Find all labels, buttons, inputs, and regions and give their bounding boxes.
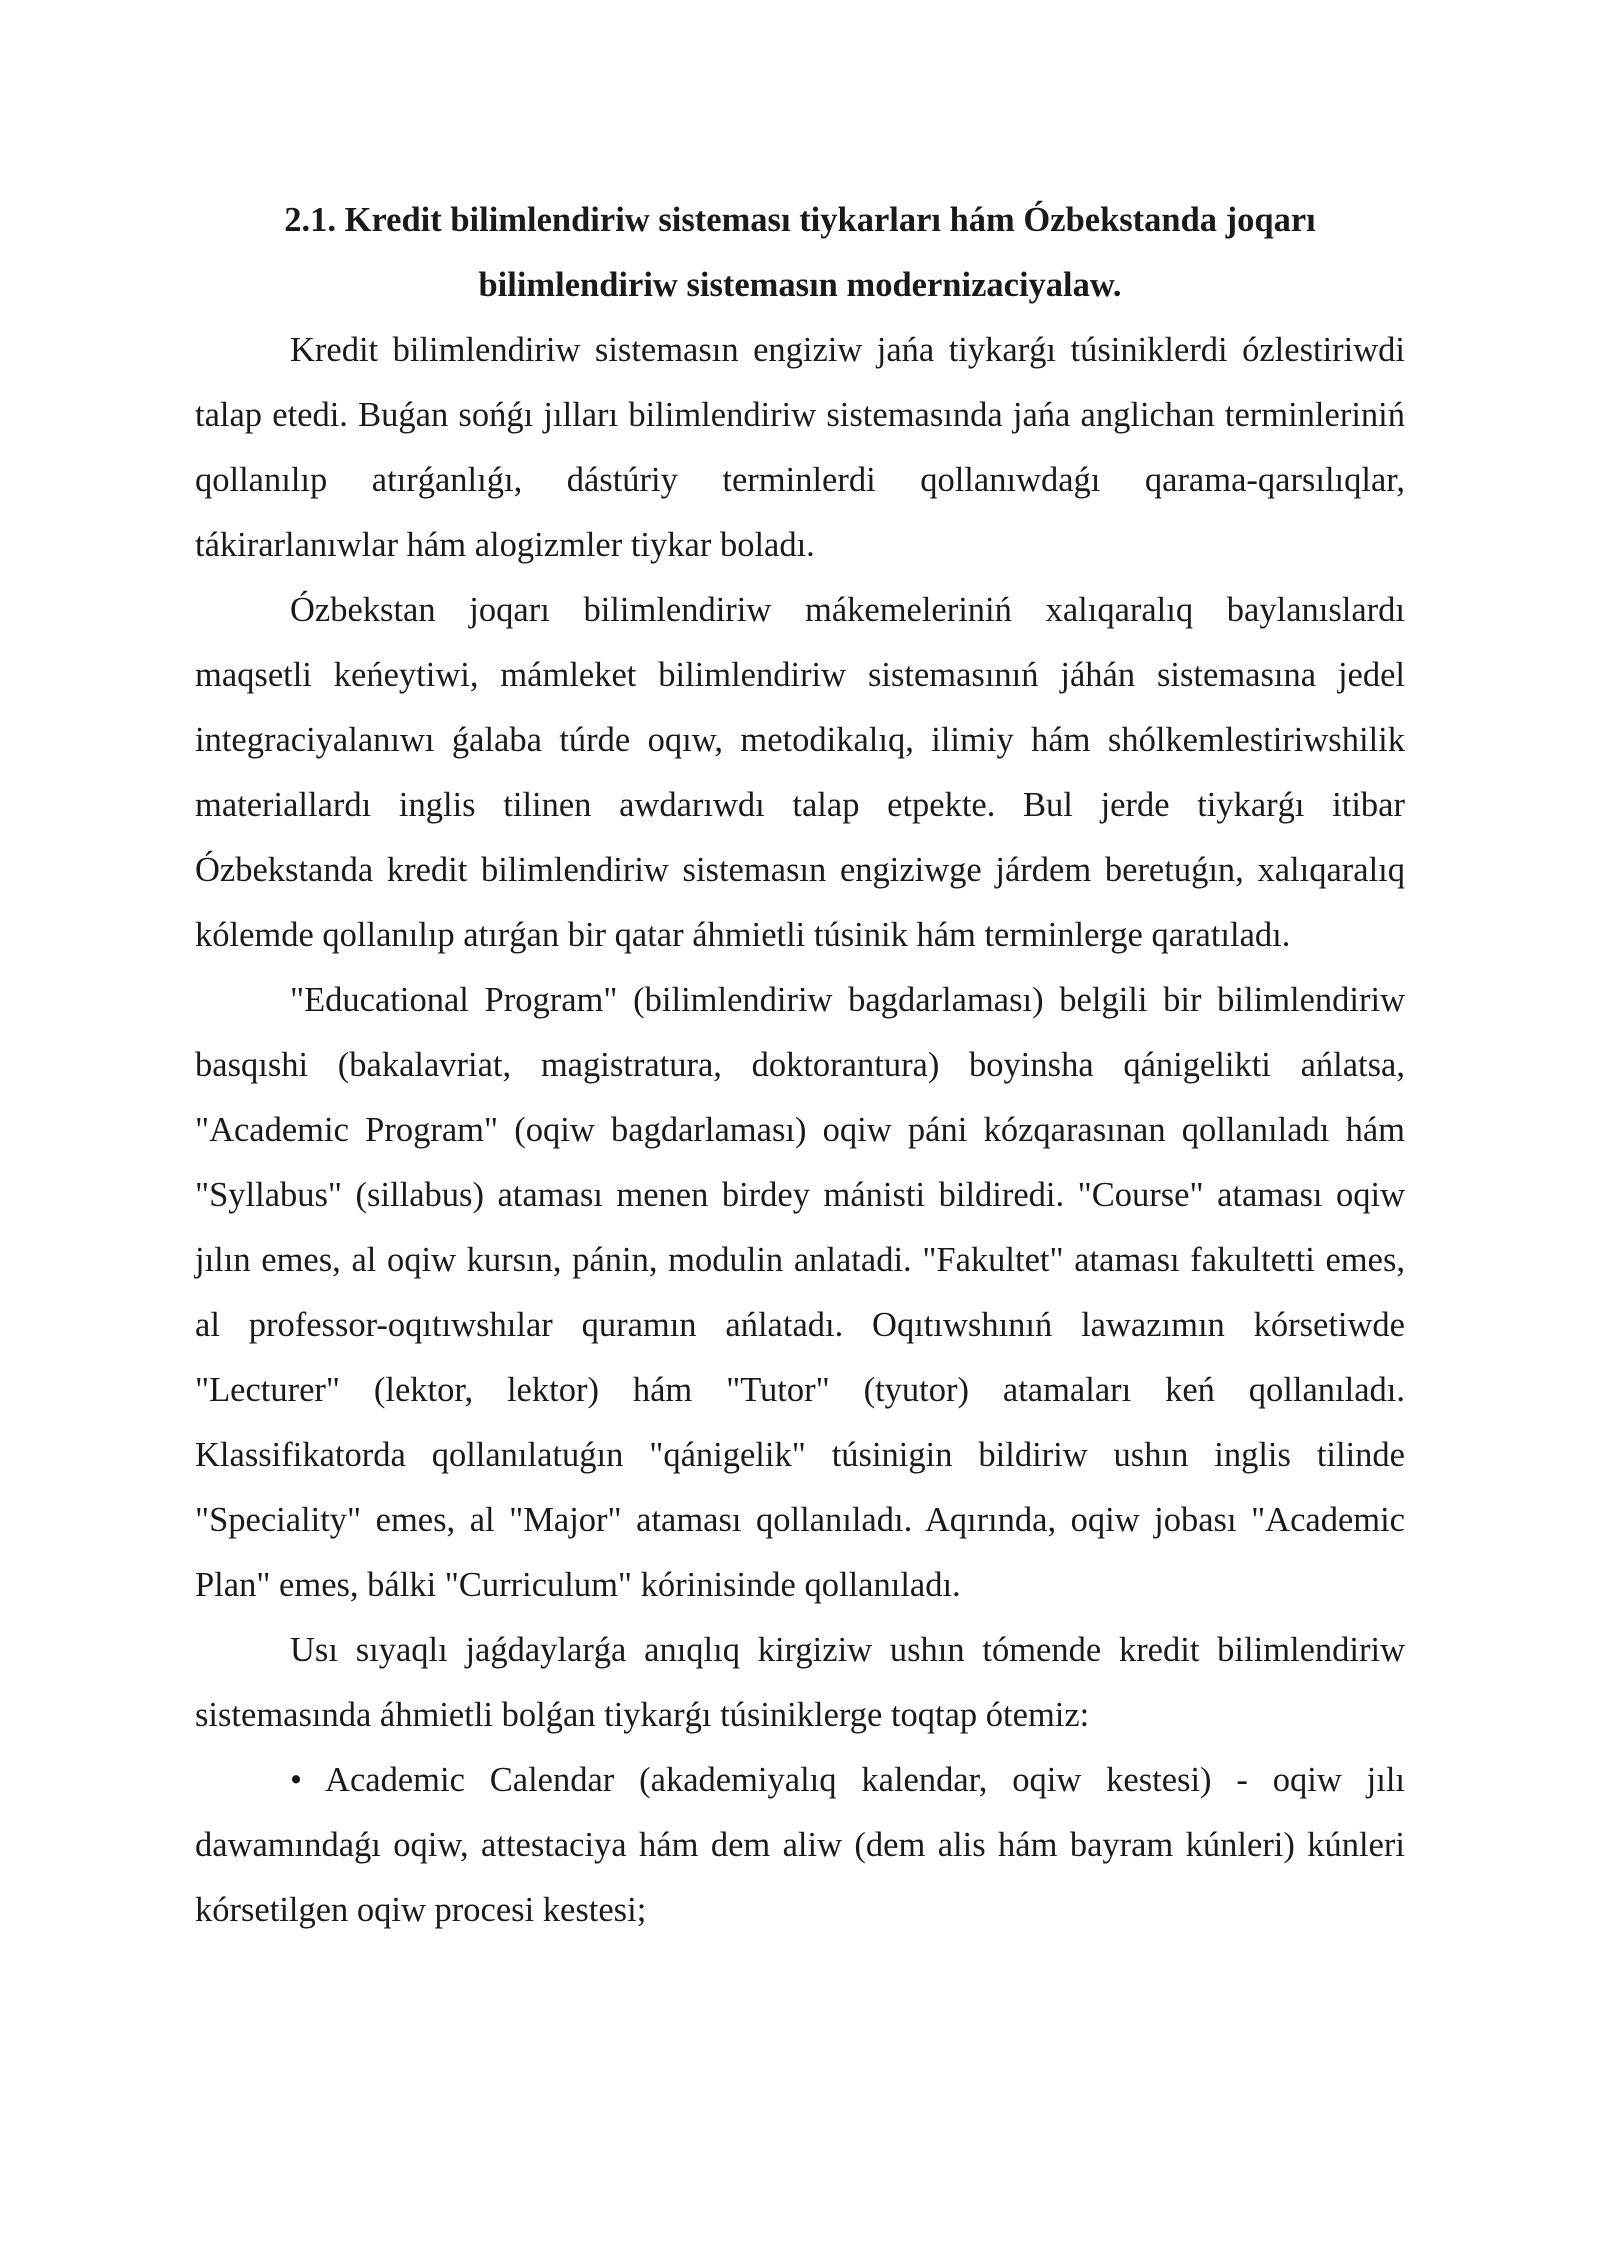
paragraph-3: "Educational Program" (bilimlendiriw bagdarlaması) belgili bir bilimlendiriw basqıshi (bakalavriat, magistratura, doktorantura) boyinsha qánigelikti ańlatsa, "Academic Program" (oqiw bagdarlaması) oqiw páni kózqarasınan qollanıladı hám "Syllabus" (sillabus) ataması menen birdey mánisti bildiredi. "Course" ataması oqiw jılın emes, al oqiw kursın, pánin, modulin anlatadi. "Fakultet" ataması fakultetti emes, al professor-oqıtıwshılar quramın ańlatadı. Oqıtıwshınıń lawazımın kórsetiwde "Lecturer" (lektor, lektor) hám "Tutor" (tyutor) atamaları keń qollanıladı. Klassifikatorda qollanılatuǵın "qánigelik" túsinigin bildiriw ushın inglis tilinde "Speciality" emes, al "Major" ataması qollanıladı. Aqırında, oqiw jobası "Academic Plan" emes, bálki "Curriculum" kórinisinde qollanıladı. <box>195 981 1405 1604</box>
document-page <box>195 188 1405 1943</box>
paragraph-1: Kredit bilimlendiriw sistemasın engiziw jańa tiykarǵı túsiniklerdi ózlestiriwdi talap etedi. Buǵan sońǵı jılları bilimlendiriw sistemasında jańa anglichan terminleriniń qollanılıp atırǵanlıǵı, dástúriy terminlerdi qollanıwdaǵı qarama-qarsılıqlar, tákirarlanıwlar hám alogizmler tiykar boladı. <box>195 331 1405 564</box>
section-heading-line-2: bilimlendiriw sistemasın modernizaciyalaw. <box>478 266 1122 304</box>
paragraph-4: Usı sıyaqlı jaǵdaylarǵa anıqlıq kirgiziw ushın tómende kredit bilimlendiriw sistemasında áhmietli bolǵan tiykarǵı túsiniklerge toqtap ótemiz: <box>195 1631 1405 1734</box>
paragraph-2: Ózbekstan joqarı bilimlendiriw mákemeleriniń xalıqaralıq baylanıslardı maqsetli keńeytiwi, mámleket bilimlendiriw sistemasınıń jáhán sistemasına jedel integraciyalanıwı ǵalaba túrde oqıw, metodikalıq, ilimiy hám shólkemlestiriwshilik materiallardı inglis tilinen awdarıwdı talap etpekte. Bul jerde tiykarǵı itibar Ózbekstanda kredit bilimlendiriw sistemasın engiziwge járdem beretuǵın, xalıqaralıq kólemde qollanılıp atırǵan bir qatar áhmietli túsinik hám terminlerge qaratıladı. <box>195 591 1405 954</box>
section-heading-line-1: 2.1. Kredit bilimlendiriw sisteması tiykarları hám Ózbekstanda joqarı <box>284 201 1316 239</box>
bullet-item-academic-calendar: • Academic Calendar (akademiyalıq kalendar, oqiw kestesi) - oqiw jılı dawamındaǵı oqiw, attestaciya hám dem aliw (dem alis hám bayram kúnleri) kúnleri kórsetilgen oqiw procesi kestesi; <box>195 1761 1405 1929</box>
section-heading <box>195 188 1405 318</box>
